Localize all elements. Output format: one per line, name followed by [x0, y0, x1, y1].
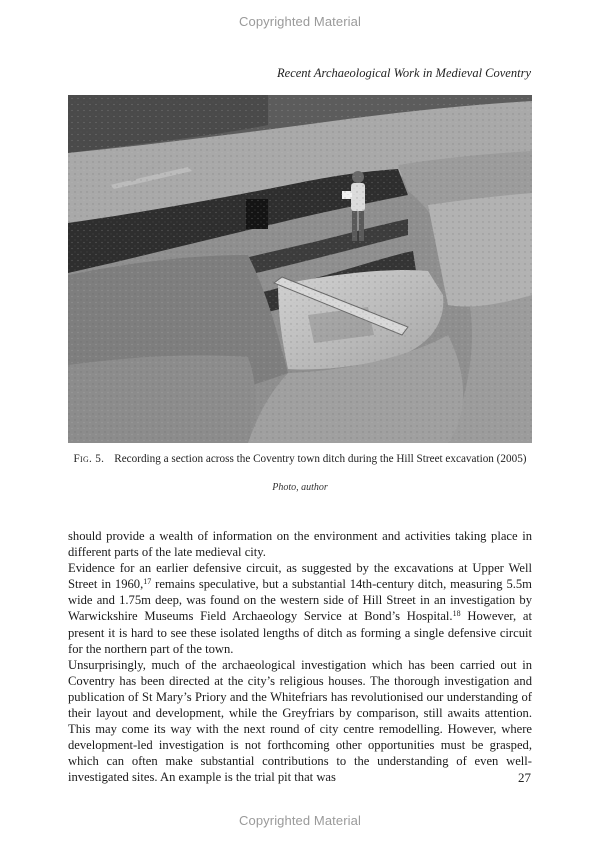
page-number: 27 — [518, 770, 531, 785]
copyright-watermark-top: Copyrighted Material — [239, 14, 361, 29]
figure-label: Fig. 5. — [73, 453, 105, 465]
excavation-photo — [68, 95, 532, 443]
paragraph-2: Evidence for an earlier defensive circuit, as suggested by the excavations at Upper Well Street in 1960,17 remains speculative, but a substantial 14th-century ditch, measuring 5.5m wide and 1.75m deep, was found on the western side of Hill Street in an investigation by Warwickshire Museums Field Archaeology Service at Bond’s Hospital.$^{18}$ However, at present it is hard to see these isolated lengths of ditch as forming a single defensive circuit for the northern part of the town. — [68, 561, 533, 656]
body-text — [68, 528, 532, 786]
paragraph-1: should provide a wealth of information on the environment and activities taking place in different parts of the late medieval city. — [68, 529, 532, 560]
footnote-ref-17[interactable]: 17 — [143, 577, 152, 587]
figure-caption — [68, 452, 532, 467]
footnote-ref-18[interactable]: 18 — [452, 609, 461, 619]
paragraph-3: Unsurprisingly, much of the archaeological investigation which has been carried out in Coventry has been directed at the city’s religious houses. The thorough investigation and publication of St Mary’s Priory and the Whitefriars has revolutionised our understanding of their layout and development, while the Greyfriars by comparison, still awaits attention. This may come its way with the next round of city centre remodelling. However, where development-led investigation is not forthcoming other opportunities must be grasped, which can often make substantial contributions to the understanding of even well-investigated sites. An example is the trial pit that was — [68, 657, 532, 785]
copyright-watermark-bottom: Copyrighted Material — [239, 813, 361, 828]
figure-caption-text: Recording a section across the Coventry town ditch during the Hill Street excavation (2005) — [114, 453, 527, 465]
running-head: Recent Archaeological Work in Medieval Coventry — [277, 66, 531, 80]
photo-credit: Photo, author — [272, 482, 328, 493]
